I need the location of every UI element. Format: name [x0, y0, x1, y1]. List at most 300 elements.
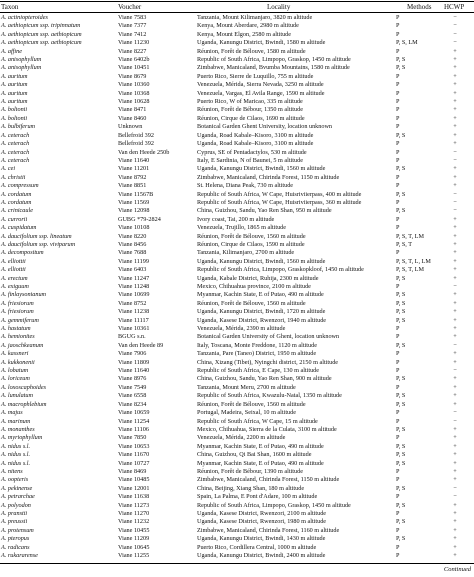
voucher-cell: Viane 10645: [118, 543, 150, 551]
methods-cell: P, S: [396, 442, 406, 450]
locality-cell: Tanzania, Pare (Taneo) District, 1950 m altitude: [197, 350, 317, 358]
methods-cell: P: [396, 543, 400, 551]
table-row: [0, 106, 474, 114]
hcwp-cell: −: [453, 30, 457, 38]
table-row: [0, 443, 474, 451]
hcwp-cell: +: [453, 106, 457, 114]
hcwp-cell: −: [453, 14, 457, 21]
table-row: [0, 149, 474, 157]
hcwp-cell: +: [453, 442, 457, 450]
taxon-cell: A. ceterach: [1, 131, 30, 139]
voucher-cell: GUBG *79-2824: [118, 215, 161, 223]
locality-cell: Uganda, Kanungu District, Bwindi, 1560 m altitude: [197, 165, 326, 173]
taxon-cell: A. auritum: [1, 72, 28, 80]
hcwp-cell: +: [453, 316, 457, 324]
taxon-cell: A. affine: [1, 47, 22, 55]
locality-cell: Tanzania, Mount Kilimanjaro, 3820 m altitude: [197, 14, 313, 21]
locality-cell: China, Xizang (Tibet), Nyingchi district, 2150 m altitude: [197, 358, 339, 366]
table-row: [0, 308, 474, 316]
table-row: [0, 392, 474, 400]
voucher-cell: Viane 7377: [118, 22, 147, 30]
voucher-cell: Viane 11567B: [118, 190, 154, 198]
table-row: [0, 342, 474, 350]
table-row: [0, 325, 474, 333]
table-row: [0, 485, 474, 493]
taxon-cell: A. monanthes: [1, 425, 35, 433]
header-taxon: Taxon: [1, 3, 19, 11]
locality-cell: Réunion, Forêt de Bélouve, 1580 m altitude: [197, 47, 306, 55]
methods-cell: P: [396, 467, 400, 475]
table-row: [0, 384, 474, 392]
locality-cell: China, Guizhou, Qi Bai Shan, 1600 m altitude: [197, 451, 312, 459]
taxon-cell: A. currorii: [1, 215, 28, 223]
table-row: [0, 258, 474, 266]
hcwp-cell: +: [453, 383, 457, 391]
table-row: [0, 199, 474, 207]
voucher-cell: Viane 11569: [118, 198, 150, 206]
taxon-cell: A. loriceum: [1, 375, 30, 383]
taxon-cell: A. cei: [1, 165, 16, 173]
taxon-cell: A. elliottii: [1, 266, 26, 274]
methods-cell: P: [396, 215, 400, 223]
locality-cell: Portugal, Madeira, Seixal, 10 m altitude: [197, 409, 296, 417]
table-row: [0, 241, 474, 249]
voucher-cell: Unknown: [118, 123, 143, 131]
table-row: [0, 426, 474, 434]
taxon-cell: A. auritum: [1, 81, 28, 89]
table-row: [0, 132, 474, 140]
methods-cell: P, S: [396, 518, 406, 526]
voucher-cell: Viane 10727: [118, 459, 150, 467]
hcwp-cell: +: [453, 526, 457, 534]
voucher-cell: Viane 11209: [118, 535, 150, 543]
taxon-cell: A. aethiopicum ssp. tripinnatum: [1, 22, 81, 30]
methods-cell: P: [396, 476, 400, 484]
voucher-cell: Viane 7688: [118, 249, 147, 257]
methods-cell: P: [396, 325, 400, 333]
taxon-cell: A. bulbiferum: [1, 123, 36, 131]
locality-cell: Republic of South Africa, Limpopo, Graskopkloof, 1450 m altitude: [197, 266, 364, 274]
voucher-cell: Viane 10653: [118, 442, 150, 450]
hcwp-cell: +: [453, 266, 457, 274]
hcwp-cell: −: [453, 148, 457, 156]
voucher-cell: BGUG s.n.: [118, 333, 146, 341]
locality-cell: Republic of South Africa, Kwazulu-Natal, 1350 m altitude: [197, 392, 342, 400]
methods-cell: P, S: [396, 484, 406, 492]
locality-cell: Cyprus, SE of Pentadactylos, 530 m altitude: [197, 148, 307, 156]
methods-cell: P, S: [396, 190, 406, 198]
taxon-cell: A. nidus s.l.: [1, 459, 31, 467]
table-row: [0, 249, 474, 257]
hcwp-cell: +: [453, 459, 457, 467]
table-row: [0, 291, 474, 299]
hcwp-cell: +: [453, 400, 457, 408]
taxon-cell: A. myriophyllum: [1, 434, 43, 442]
taxon-cell: A. rukararense: [1, 552, 38, 559]
voucher-cell: Viane 11270: [118, 509, 150, 517]
table-row: [0, 14, 474, 22]
voucher-cell: Viane 6403: [118, 266, 147, 274]
voucher-cell: Viane 10659: [118, 409, 150, 417]
locality-cell: Ivory coast, Tai, 200 m altitude: [197, 215, 275, 223]
hcwp-cell: +: [453, 325, 457, 333]
methods-cell: P: [396, 409, 400, 417]
table-row: [0, 207, 474, 215]
methods-cell: P, S: [396, 64, 406, 72]
hcwp-cell: +: [453, 89, 457, 97]
methods-cell: P: [396, 22, 400, 30]
locality-cell: Réunion, Forêt de Bélouve, 1560 m altitude: [197, 400, 306, 408]
hcwp-cell: +: [453, 333, 457, 341]
voucher-cell: Viane 8752: [118, 299, 147, 307]
locality-cell: Réunion, Forêt de Bébour, 1390 m altitude: [197, 467, 303, 475]
voucher-cell: Viane 8792: [118, 173, 147, 181]
voucher-cell: Viane 10699: [118, 291, 150, 299]
table-row: [0, 350, 474, 358]
voucher-cell: Van den Heede 89: [118, 341, 164, 349]
voucher-cell: Viane 8976: [118, 375, 147, 383]
hcwp-cell: +: [453, 358, 457, 366]
table-row: [0, 476, 474, 484]
table-row: [0, 468, 474, 476]
table-row: [0, 115, 474, 123]
locality-cell: Puerto Rico, Cordillera Central, 1000 m altitude: [197, 543, 317, 551]
taxon-cell: A. auritum: [1, 98, 28, 106]
methods-cell: P: [396, 417, 400, 425]
continued-note: Continued: [443, 566, 471, 573]
table-row: [0, 434, 474, 442]
table-row: [0, 510, 474, 518]
table-row: [0, 418, 474, 426]
methods-cell: P, S, LM: [396, 39, 418, 47]
voucher-cell: Viane 11809: [118, 358, 150, 366]
locality-cell: Uganda, Kanungu District, Bwindi, 1560 m altitude: [197, 257, 326, 265]
hcwp-cell: +: [453, 467, 457, 475]
taxon-cell: A. nidus s.l.: [1, 451, 31, 459]
methods-cell: P: [396, 224, 400, 232]
header-voucher: Voucher: [118, 3, 142, 11]
voucher-cell: Viane 11670: [118, 451, 150, 459]
taxon-cell: A. pranstii: [1, 509, 28, 517]
locality-cell: Réunion, Cirque de Cilaos, 1590 m altitude: [197, 240, 305, 248]
taxon-cell: A. hemionites: [1, 333, 35, 341]
methods-cell: P: [396, 249, 400, 257]
methods-cell: P: [396, 182, 400, 190]
locality-cell: China, Beijing, Xiang Shan, 180 m altitude: [197, 484, 305, 492]
locality-cell: Réunion, Forêt de Bélouve, 1560 m altitude: [197, 299, 306, 307]
methods-cell: P, S: [396, 501, 406, 509]
top-rule: [0, 1, 474, 2]
locality-cell: Venezuela, Vargas, El Avila Range, 1590 m altitude: [197, 89, 325, 97]
taxon-cell: A. gemmiferum: [1, 316, 39, 324]
locality-cell: Uganda, Kanungu District, Bwindi, 1720 m altitude: [197, 308, 326, 316]
hcwp-cell: −: [453, 39, 457, 47]
taxon-cell: A. pteropus: [1, 535, 30, 543]
methods-cell: P, S: [396, 291, 406, 299]
taxon-cell: A. lobatum: [1, 367, 29, 375]
locality-cell: Zimbabwe, Manicaland, Chirinda Forest, 1150 m altitude: [197, 476, 340, 484]
locality-cell: Uganda, Kabale District, Ruhija, 2300 m altitude: [197, 274, 319, 282]
hcwp-cell: +: [453, 451, 457, 459]
methods-cell: P: [396, 81, 400, 89]
methods-cell: P: [396, 89, 400, 97]
methods-cell: P: [396, 358, 400, 366]
voucher-cell: Viane 7906: [118, 350, 147, 358]
voucher-cell: Viane 10360: [118, 81, 150, 89]
locality-cell: Republic of South Africa, E Cape, 130 m altitude: [197, 367, 320, 375]
taxon-cell: A. cuspidatum: [1, 224, 37, 232]
methods-cell: P, S: [396, 451, 406, 459]
hcwp-cell: +: [453, 299, 457, 307]
taxon-cell: A. polyodon: [1, 501, 31, 509]
hcwp-cell: +: [453, 350, 457, 358]
table-row: [0, 367, 474, 375]
voucher-cell: Viane 10108: [118, 224, 150, 232]
methods-cell: P: [396, 98, 400, 106]
hcwp-cell: +: [453, 274, 457, 282]
voucher-cell: Viane 8234: [118, 400, 147, 408]
methods-cell: P: [396, 106, 400, 114]
table-row: [0, 140, 474, 148]
hcwp-cell: +: [453, 535, 457, 543]
hcwp-cell: +: [453, 509, 457, 517]
locality-cell: Tanzania, Mount Meru, 2700 m altitude: [197, 383, 296, 391]
hcwp-cell: +: [453, 240, 457, 248]
hcwp-cell: +: [453, 215, 457, 223]
methods-cell: P, S: [396, 207, 406, 215]
voucher-cell: Viane 8851: [118, 182, 147, 190]
hcwp-cell: +: [453, 232, 457, 240]
methods-cell: P: [396, 198, 400, 206]
voucher-cell: Viane 6558: [118, 392, 147, 400]
methods-cell: P, S: [396, 316, 406, 324]
table-row: [0, 174, 474, 182]
hcwp-cell: +: [453, 165, 457, 173]
hcwp-cell: +: [453, 182, 457, 190]
taxon-cell: A. kukkonenii: [1, 358, 35, 366]
hcwp-cell: +: [453, 476, 457, 484]
methods-cell: P, S: [396, 535, 406, 543]
voucher-cell: Van den Heede 250b: [118, 148, 170, 156]
methods-cell: P: [396, 367, 400, 375]
voucher-cell: Viane 7412: [118, 30, 147, 38]
taxon-cell: A. erectum: [1, 274, 28, 282]
hcwp-cell: +: [453, 56, 457, 64]
table-row: [0, 375, 474, 383]
hcwp-cell: −: [453, 484, 457, 492]
voucher-cell: Viane 11255: [118, 552, 150, 559]
voucher-cell: Viane 11247: [118, 274, 150, 282]
locality-cell: Republic of South Africa, Limpopo, Graskop, 1450 m altitude: [197, 501, 351, 509]
taxon-cell: A. ceterach: [1, 140, 30, 148]
hcwp-cell: −: [453, 409, 457, 417]
locality-cell: Uganda, Kasese District, Rwenzori, 2100 m altitude: [197, 509, 327, 517]
locality-cell: Venezuela, Trujillo, 1865 m altitude: [197, 224, 287, 232]
hcwp-cell: −: [453, 156, 457, 164]
table-row: [0, 527, 474, 535]
hcwp-cell: −: [453, 207, 457, 215]
table-row: [0, 266, 474, 274]
table-row: [0, 317, 474, 325]
voucher-cell: Viane 11230: [118, 39, 150, 47]
locality-cell: Uganda, Road Kabale–Kisoro, 3100 m altitude: [197, 140, 314, 148]
voucher-cell: Viane 8220: [118, 232, 147, 240]
table-row: [0, 233, 474, 241]
locality-cell: Myanmar, Kachin State, E of Putao, 490 m altitude: [197, 442, 324, 450]
methods-cell: P: [396, 434, 400, 442]
voucher-cell: Viane 10455: [118, 526, 150, 534]
hcwp-cell: +: [453, 543, 457, 551]
locality-cell: Republic of South Africa, Limpopo, Graskop, 1450 m altitude: [197, 56, 351, 64]
table-row: [0, 73, 474, 81]
locality-cell: Réunion, Forêt de Bélouve, 1560 m altitude: [197, 232, 306, 240]
taxon-cell: A. exiguum: [1, 283, 29, 290]
methods-cell: P, S: [396, 131, 406, 139]
taxon-cell: A. decompositum: [1, 249, 44, 257]
table-row: [0, 224, 474, 232]
voucher-cell: Viane 11638: [118, 493, 150, 501]
methods-cell: P: [396, 383, 400, 391]
bottom-rule: [0, 563, 474, 564]
hcwp-cell: +: [453, 257, 457, 265]
taxon-cell: A. anisophyllum: [1, 64, 42, 72]
methods-cell: P: [396, 30, 400, 38]
table-row: [0, 81, 474, 89]
voucher-cell: Viane 8469: [118, 467, 147, 475]
locality-cell: Republic of South Africa, W Cape, Huisriviierpass, 400 m altitude: [197, 190, 362, 198]
hcwp-cell: +: [453, 72, 457, 80]
methods-cell: P: [396, 148, 400, 156]
taxon-cell: A. kassneri: [1, 350, 29, 358]
table-row: [0, 165, 474, 173]
locality-cell: Tanzania, Kilimanjaro, 2700 m altitude: [197, 249, 295, 257]
voucher-cell: Viane 7850: [118, 434, 147, 442]
locality-cell: Mexico, Chihuahua, Sierra de la Culata, 3100 m altitude: [197, 425, 337, 433]
taxon-cell: A. daucifolium ssp. viviparum: [1, 240, 76, 248]
methods-cell: P: [396, 493, 400, 501]
voucher-cell: Viane 8460: [118, 114, 147, 122]
voucher-cell: Viane 11640: [118, 156, 150, 164]
voucher-cell: Viane 7583: [118, 14, 147, 21]
header-hcwp: HCWP: [444, 3, 465, 11]
taxon-cell: A. protensum: [1, 526, 34, 534]
hcwp-cell: +: [453, 173, 457, 181]
methods-cell: P, S: [396, 165, 406, 173]
taxon-cell: A. ceterach: [1, 148, 30, 156]
methods-cell: P, S: [396, 400, 406, 408]
voucher-cell: Viane 11201: [118, 165, 150, 173]
hcwp-cell: −: [453, 367, 457, 375]
locality-cell: Réunion, Forêt de Bébour, 1350 m altitude: [197, 106, 303, 114]
methods-cell: P, S: [396, 425, 406, 433]
voucher-cell: Viane 11117: [118, 316, 149, 324]
hcwp-cell: −: [453, 198, 457, 206]
locality-cell: Italy, Toscana, Monte Freddone, 1120 m altitude: [197, 341, 317, 349]
table-row: [0, 123, 474, 131]
hcwp-cell: +: [453, 375, 457, 383]
locality-cell: Venezuela, Mérida, Sierra Nevada, 3250 m altitude: [197, 81, 324, 89]
table-row: [0, 401, 474, 409]
methods-cell: P: [396, 526, 400, 534]
taxon-cell: A. pekinense: [1, 484, 33, 492]
voucher-cell: Viane 8227: [118, 47, 147, 55]
voucher-cell: Viane 8471: [118, 106, 147, 114]
voucher-cell: Viane 12001: [118, 484, 150, 492]
taxon-cell: A. daucifolium ssp. lineatum: [1, 232, 72, 240]
locality-cell: Kenya, Mount Aberdare, 2980 m altitude: [197, 22, 299, 30]
table-row: [0, 64, 474, 72]
locality-cell: Réunion, Cirque de Cilaos, 1690 m altitude: [197, 114, 305, 122]
locality-cell: China, Guizhou, Sandu, Yao Ren Shan, 900 m altitude: [197, 375, 332, 383]
taxon-cell: A. petrarchae: [1, 493, 35, 501]
hcwp-cell: +: [453, 224, 457, 232]
table-row: [0, 39, 474, 47]
locality-cell: Venezuela, Mérida, 2200 m altitude: [197, 434, 286, 442]
methods-cell: P: [396, 47, 400, 55]
table-row: [0, 460, 474, 468]
methods-cell: P, S, T, LM: [396, 232, 424, 240]
locality-cell: Myanmar, Kachin State, E of Putao, 490 m altitude: [197, 459, 324, 467]
locality-cell: St. Helena, Diana Peak, 730 m altitude: [197, 182, 294, 190]
taxon-cell: A. macrophlebium: [1, 400, 47, 408]
hcwp-cell: +: [453, 552, 457, 559]
table-row: [0, 544, 474, 552]
table-row: [0, 333, 474, 341]
voucher-cell: Viane 10485: [118, 476, 150, 484]
table-row: [0, 157, 474, 165]
voucher-cell: Viane 8679: [118, 72, 147, 80]
voucher-cell: Viane 10451: [118, 64, 150, 72]
voucher-cell: Viane 8456: [118, 240, 147, 248]
hcwp-cell: −: [453, 190, 457, 198]
locality-cell: Zimbabwe, Manicaland, Bvumba Mountains, 1580 m altitude: [197, 64, 350, 72]
taxon-cell: A. preussii: [1, 518, 28, 526]
voucher-cell: Viane 7549: [118, 383, 147, 391]
methods-cell: P, S: [396, 274, 406, 282]
taxon-cell: A. boltonii: [1, 106, 28, 114]
hcwp-cell: +: [453, 291, 457, 299]
table-row: [0, 502, 474, 510]
methods-cell: P: [396, 283, 400, 290]
methods-cell: P, S: [396, 56, 406, 64]
hcwp-cell: +: [453, 308, 457, 316]
table-row: [0, 182, 474, 190]
methods-cell: P: [396, 140, 400, 148]
locality-cell: Italy, E Sardinia, N of Baunei, 5 m altitude: [197, 156, 303, 164]
voucher-cell: Viane 11232: [118, 518, 150, 526]
locality-cell: Uganda, Kasese District, Rwenzori, 1940 m altitude: [197, 316, 327, 324]
locality-cell: Venezuela, Mérida, 2390 m altitude: [197, 325, 286, 333]
methods-cell: P: [396, 350, 400, 358]
methods-cell: P, S: [396, 341, 406, 349]
methods-cell: P, S, T, L, LM: [396, 257, 431, 265]
locality-cell: Botanical Garden Ghent University, location unknown: [197, 123, 333, 131]
hcwp-cell: +: [453, 518, 457, 526]
table-row: [0, 22, 474, 30]
locality-cell: Zimbabwe, Manicaland, Chirinda Forest, 1150 m altitude: [197, 173, 340, 181]
locality-cell: Puerto Rico, Sierre de Luquillo, 755 m altitude: [197, 72, 314, 80]
methods-cell: P: [396, 156, 400, 164]
table-row: [0, 216, 474, 224]
methods-cell: P: [396, 552, 400, 559]
table-row: [0, 98, 474, 106]
taxon-cell: A. finlaysonianum: [1, 291, 47, 299]
methods-cell: P, S: [396, 308, 406, 316]
voucher-cell: Viane 6402b: [118, 56, 150, 64]
voucher-cell: Viane 11106: [118, 425, 149, 433]
methods-cell: P, S: [396, 392, 406, 400]
locality-cell: Myanmar, Kachin State, E of Putao, 490 m altitude: [197, 291, 324, 299]
